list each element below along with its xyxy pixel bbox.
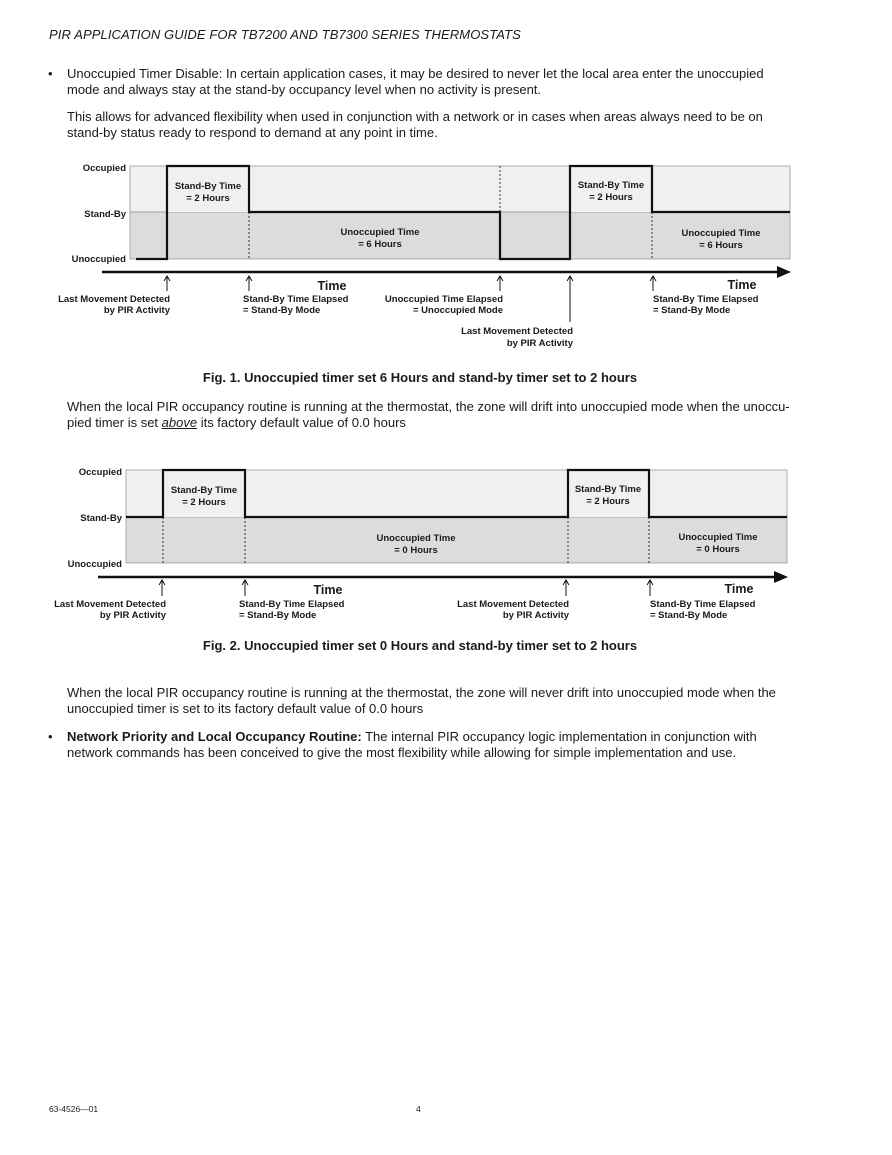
y-label-occupied: Occupied xyxy=(82,163,126,174)
paragraph-line: network commands has been conceived to give the most flexibility while allowing for simple implementation and use. xyxy=(67,745,737,760)
paragraph-unoccupied-timer-disable xyxy=(67,66,797,98)
paragraph-network-priority xyxy=(67,729,797,761)
annotation-unoccupied-elapsed: = Unoccupied Mode xyxy=(413,305,503,316)
time-axis-arrowhead xyxy=(777,266,791,278)
annotation-standby-elapsed: = Stand-By Mode xyxy=(243,305,321,316)
unoccupied-time-value: = 6 Hours xyxy=(358,239,402,250)
paragraph-never-drift xyxy=(67,685,797,717)
paragraph-line xyxy=(67,415,797,431)
standby-time-value: = 2 Hours xyxy=(586,496,630,507)
time-axis-label: Time xyxy=(724,582,754,596)
unoccupied-time-label: Unoccupied Time xyxy=(340,227,420,238)
annotation-last-movement: by PIR Activity xyxy=(103,305,170,316)
y-label-standby: Stand-By xyxy=(84,209,126,220)
text-run: its factory default value of 0.0 hours xyxy=(197,415,406,430)
annotation-standby-elapsed: Stand-By Time Elapsed xyxy=(650,599,756,610)
unoccupied-time-value: = 6 Hours xyxy=(699,240,743,251)
annotation-standby-elapsed: Stand-By Time Elapsed xyxy=(239,599,345,610)
annotation-standby-elapsed: = Stand-By Mode xyxy=(653,305,731,316)
footer-doc-number: 63-4526—01 xyxy=(49,1104,99,1114)
standby-time-label: Stand-By Time xyxy=(174,181,242,192)
bullet-marker: • xyxy=(48,729,53,744)
annotation-last-movement: Last Movement Detected xyxy=(457,599,569,610)
y-label-unoccupied: Unoccupied xyxy=(67,559,122,570)
standby-time-label: Stand-By Time xyxy=(170,485,238,496)
unoccupied-time-label: Unoccupied Time xyxy=(376,533,456,544)
unoccupied-time-value: = 0 Hours xyxy=(696,544,740,555)
unoccupied-time-value: = 0 Hours xyxy=(394,545,438,556)
standby-time-label: Stand-By Time xyxy=(577,180,645,191)
standby-time-value: = 2 Hours xyxy=(182,497,226,508)
paragraph-line: Unoccupied Timer Disable: In certain application cases, it may be desired to never let the local area enter the unoccupied xyxy=(67,66,764,81)
y-label-occupied: Occupied xyxy=(78,467,122,478)
annotation-standby-elapsed: Stand-By Time Elapsed xyxy=(243,294,349,305)
paragraph-line xyxy=(67,729,797,745)
annotation-standby-elapsed: Stand-By Time Elapsed xyxy=(653,294,759,305)
paragraph-lead-in: Network Priority and Local Occupancy Routine: xyxy=(67,729,362,744)
standby-time-value: = 2 Hours xyxy=(186,193,230,204)
y-label-unoccupied: Unoccupied xyxy=(71,254,126,265)
text-run: The internal PIR occupancy logic implementation in conjunction with xyxy=(361,729,757,744)
unoccupied-time-label: Unoccupied Time xyxy=(678,532,758,543)
unoccupied-time-label: Unoccupied Time xyxy=(681,228,761,239)
paragraph-line: When the local PIR occupancy routine is running at the thermostat, the zone will drift into unoccupied mode when the unoccu- xyxy=(67,399,790,414)
annotation-standby-elapsed: = Stand-By Mode xyxy=(650,610,728,621)
figure-1-caption: Fig. 1. Unoccupied timer set 6 Hours and stand-by timer set to 2 hours xyxy=(202,370,638,385)
annotation-last-movement: Last Movement Detected xyxy=(54,599,166,610)
standby-time-label: Stand-By Time xyxy=(574,484,642,495)
annotation-last-movement: Last Movement Detected xyxy=(461,326,573,337)
bullet-marker: • xyxy=(48,66,53,81)
figure-1-timing-diagram xyxy=(0,150,892,360)
paragraph-line: stand-by status ready to respond to demand at any point in time. xyxy=(67,125,438,140)
paragraph-flexibility xyxy=(67,109,797,141)
page-header: PIR APPLICATION GUIDE FOR TB7200 AND TB7300 SERIES THERMOSTATS xyxy=(49,27,521,42)
y-label-standby: Stand-By xyxy=(80,513,122,524)
time-axis-label: Time xyxy=(727,278,757,292)
time-axis-label: Time xyxy=(313,583,343,597)
annotation-standby-elapsed: = Stand-By Mode xyxy=(239,610,317,621)
figure-2-caption: Fig. 2. Unoccupied timer set 0 Hours and stand-by timer set to 2 hours xyxy=(202,638,638,653)
emphasis-above: above xyxy=(161,415,198,430)
paragraph-line: This allows for advanced flexibility when used in conjunction with a network or in cases when areas always need to be on xyxy=(67,109,763,124)
annotation-unoccupied-elapsed: Unoccupied Time Elapsed xyxy=(384,294,503,305)
standby-time-value: = 2 Hours xyxy=(589,192,633,203)
annotation-last-movement: by PIR Activity xyxy=(502,610,569,621)
time-axis-arrowhead xyxy=(774,571,788,583)
annotation-last-movement: by PIR Activity xyxy=(99,610,166,621)
event-arrows xyxy=(159,580,653,596)
footer-page-number: 4 xyxy=(416,1104,421,1114)
figure-2-timing-diagram xyxy=(0,455,892,630)
annotation-last-movement: by PIR Activity xyxy=(506,338,573,349)
paragraph-line: mode and always stay at the stand-by occupancy level when no activity is present. xyxy=(67,82,542,97)
paragraph-line: unoccupied timer is set to its factory default value of 0.0 hours xyxy=(67,701,424,716)
text-run: pied timer is set xyxy=(67,415,162,430)
paragraph-drift-above xyxy=(67,399,797,431)
paragraph-line: When the local PIR occupancy routine is running at the thermostat, the zone will never drift into unoccupied mode when the xyxy=(67,685,776,700)
annotation-last-movement: Last Movement Detected xyxy=(58,294,170,305)
time-axis-label: Time xyxy=(317,279,347,293)
